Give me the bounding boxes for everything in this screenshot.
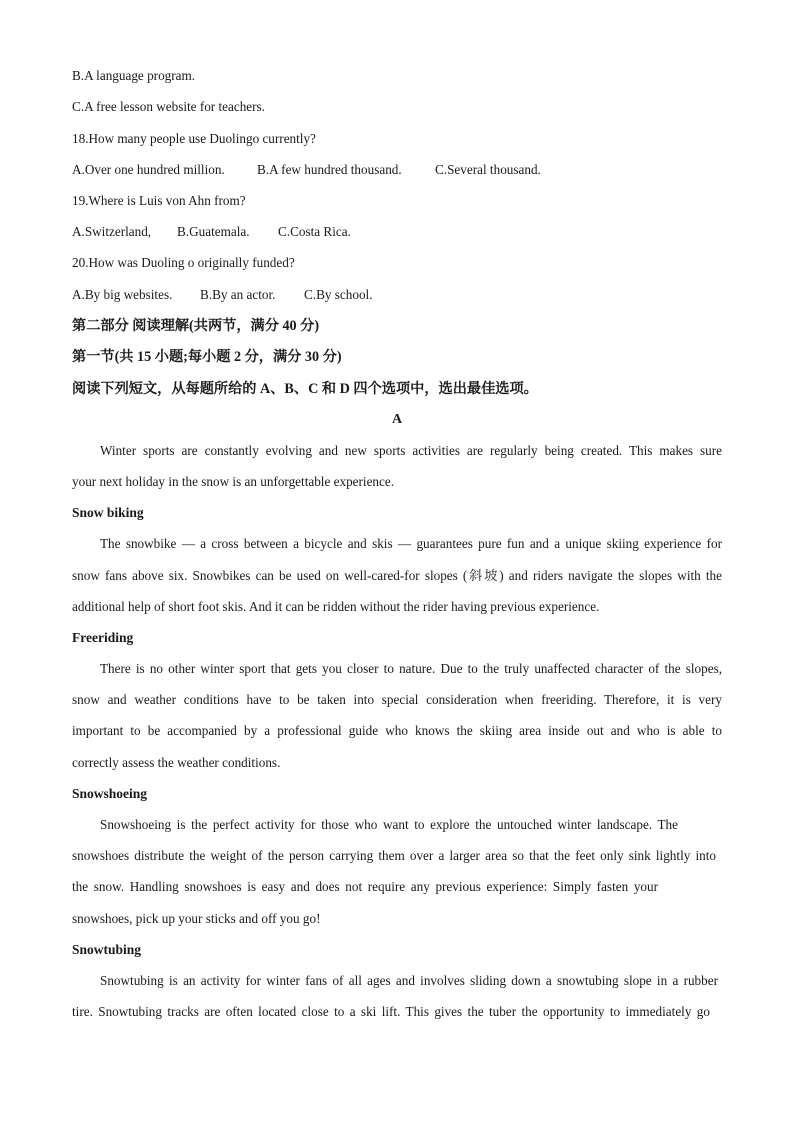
section-title: 第一节(共 15 小题;每小题 2 分，满分 30 分) xyxy=(72,349,342,365)
paragraph-line: snowshoes distribute the weight of the person carrying them over a larger area so that the feet only sink lightly into xyxy=(72,848,716,863)
heading-snowtubing: Snowtubing xyxy=(72,942,142,957)
q17-option-c: C.A free lesson website for teachers. xyxy=(72,99,265,114)
intro-line: your next holiday in the snow is an unforgettable experience. xyxy=(72,474,395,489)
q20-option-b: B.By an actor. xyxy=(200,287,276,302)
paragraph-line: snowshoes, pick up your sticks and off you go! xyxy=(72,911,321,926)
heading-snowshoeing: Snowshoeing xyxy=(72,786,148,801)
q20-stem: 20.How was Duoling o originally funded? xyxy=(72,255,295,270)
paragraph-line: Snowshoeing is the perfect activity for those who want to explore the untouched winter landscape. The xyxy=(100,817,678,832)
instruction: 阅读下列短文，从每题所给的 A、B、C 和 D 四个选项中，选出最佳选项。 xyxy=(72,381,538,397)
paragraph-line: additional help of short foot skis. And it can be ridden without the rider having previous experience. xyxy=(72,599,600,614)
q19-stem: 19.Where is Luis von Ahn from? xyxy=(72,193,246,208)
q18-option-b: B.A few hundred thousand. xyxy=(257,162,402,177)
q19-option-b: B.Guatemala. xyxy=(177,224,250,239)
q19-option-c: C.Costa Rica. xyxy=(278,224,351,239)
paragraph-line: snow and weather conditions have to be taken into special consideration when freeriding. Therefore, it is very xyxy=(72,692,722,707)
paragraph-line: snow fans above six. Snowbikes can be used on well-cared-for slopes (斜坡) and riders navigate the slopes with the xyxy=(72,568,722,583)
q18-stem: 18.How many people use Duolingo currently? xyxy=(72,131,316,146)
q19-options xyxy=(72,223,722,241)
paragraph-line: tire. Snowtubing tracks are often located close to a ski lift. This gives the tuber the opportunity to immediately go xyxy=(72,1004,710,1019)
q18-options xyxy=(72,161,722,179)
passage-label: A xyxy=(391,412,403,427)
q19-option-a: A.Switzerland, xyxy=(72,224,152,239)
paragraph-line: the snow. Handling snowshoes is easy and does not require any previous experience: Simply fasten your xyxy=(72,879,658,894)
part-title: 第二部分 阅读理解(共两节，满分 40 分) xyxy=(72,318,320,334)
paragraph-line: There is no other winter sport that gets you closer to nature. Due to the truly unaffected character of the slopes, xyxy=(100,661,722,676)
q18-option-a: A.Over one hundred million. xyxy=(72,162,225,177)
paragraph-line: The snowbike — a cross between a bicycle and skis — guarantees pure fun and a unique skiing experience for xyxy=(100,536,722,551)
intro-line: Winter sports are constantly evolving and new sports activities are regularly being created. This makes sure xyxy=(100,443,722,458)
q20-option-a: A.By big websites. xyxy=(72,287,173,302)
q18-option-c: C.Several thousand. xyxy=(435,162,541,177)
paragraph-line: Snowtubing is an activity for winter fans of all ages and involves sliding down a snowtubing slope in a rubber xyxy=(100,973,718,988)
q20-options xyxy=(72,286,722,304)
q17-option-b: B.A language program. xyxy=(72,68,196,83)
heading-freeriding: Freeriding xyxy=(72,630,134,645)
paragraph-line: correctly assess the weather conditions. xyxy=(72,755,281,770)
paragraph-line: important to be accompanied by a professional guide who knows the skiing area inside out and who is able to xyxy=(72,723,722,738)
heading-snow-biking: Snow biking xyxy=(72,505,144,520)
q20-option-c: C.By school. xyxy=(304,287,373,302)
